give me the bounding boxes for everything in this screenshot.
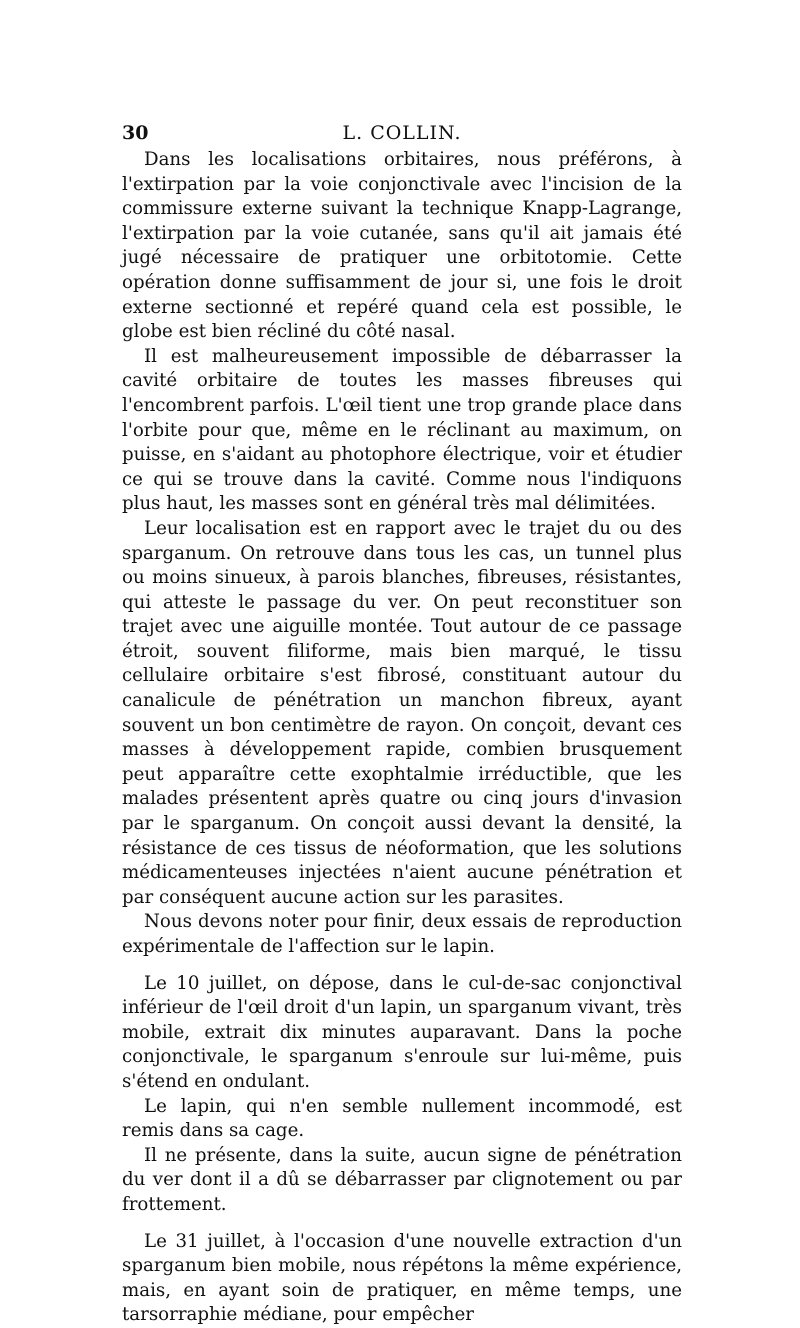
page-number: 30: [122, 122, 149, 144]
paragraph: Il est malheureusement impossible de débarrasser la cavité orbitaire de toutes les masses fibreuses qui l'encombrent parfois. L'œil tient une trop grande place dans l'orbite pour que, même en le réclinant au maximum, on puisse, en s'aidant au photophore électrique, voir et étudier ce qui se trouve dans la cavité. Comme nous l'indiquons plus haut, les masses sont en général très mal délimitées.: [122, 345, 682, 515]
running-title: L. COLLIN.: [342, 122, 462, 144]
paragraph: Le 10 juillet, on dépose, dans le cul-de-sac conjonctival inférieur de l'œil droit d'un lapin, un sparganum vivant, très mobile, extrait dix minutes auparavant. Dans la poche conjonctivale, le sparganum s'enroule sur lui-même, puis s'étend en ondulant.: [122, 972, 682, 1092]
paragraph: Il ne présente, dans la suite, aucun signe de pénétration du ver dont il a dû se débarrasser par clignotement ou par frottement.: [122, 1144, 682, 1215]
paragraph: Le lapin, qui n'en semble nullement incommodé, est remis dans sa cage.: [122, 1095, 682, 1142]
paragraph: Leur localisation est en rapport avec le trajet du ou des sparganum. On retrouve dans tous les cas, un tunnel plus ou moins sinueux, à parois blanches, fibreuses, résistantes, qui atteste le passage du ver. On peut reconstituer son trajet avec une aiguille montée. Tout autour de ce passage étroit, souvent filiforme, mais bien marqué, le tissu cellulaire orbitaire s'est fibrosé, constituant autour du canalicule de pénétration un manchon fibreux, ayant souvent un bon centimètre de rayon. On conçoit, devant ces masses à développement rapide, combien brusquement peut apparaître cette exophtalmie irréductible, que les malades présentent après quatre ou cinq jours d'invasion par le sparganum. On conçoit aussi devant la densité, la résistance de ces tissus de néoformation, que les solutions médicamenteuses injectées n'aient aucune pénétration et par conséquent aucune action sur les parasites.: [122, 517, 682, 908]
page-body: [122, 148, 682, 1328]
paragraph: Nous devons noter pour finir, deux essais de reproduction expérimentale de l'affection sur le lapin.: [122, 911, 682, 957]
paragraph: Dans les localisations orbitaires, nous préférons, à l'extirpation par la voie conjonctivale avec l'incision de la commissure externe suivant la technique Knapp-Lagrange, l'extirpation par la voie cutanée, sans qu'il ait jamais été jugé nécessaire de pratiquer une orbitotomie. Cette opération donne suffisamment de jour si, une fois le droit externe sectionné et repéré quand cela est possible, le globe est bien récliné du côté nasal.: [122, 149, 682, 343]
paragraph: Le 31 juillet, à l'occasion d'une nouvelle extraction d'un sparganum bien mobile, nous répétons la même expérience, mais, en ayant soin de pratiquer, en même temps, une tarsorraphie médiane, pour empêcher: [122, 1230, 682, 1326]
